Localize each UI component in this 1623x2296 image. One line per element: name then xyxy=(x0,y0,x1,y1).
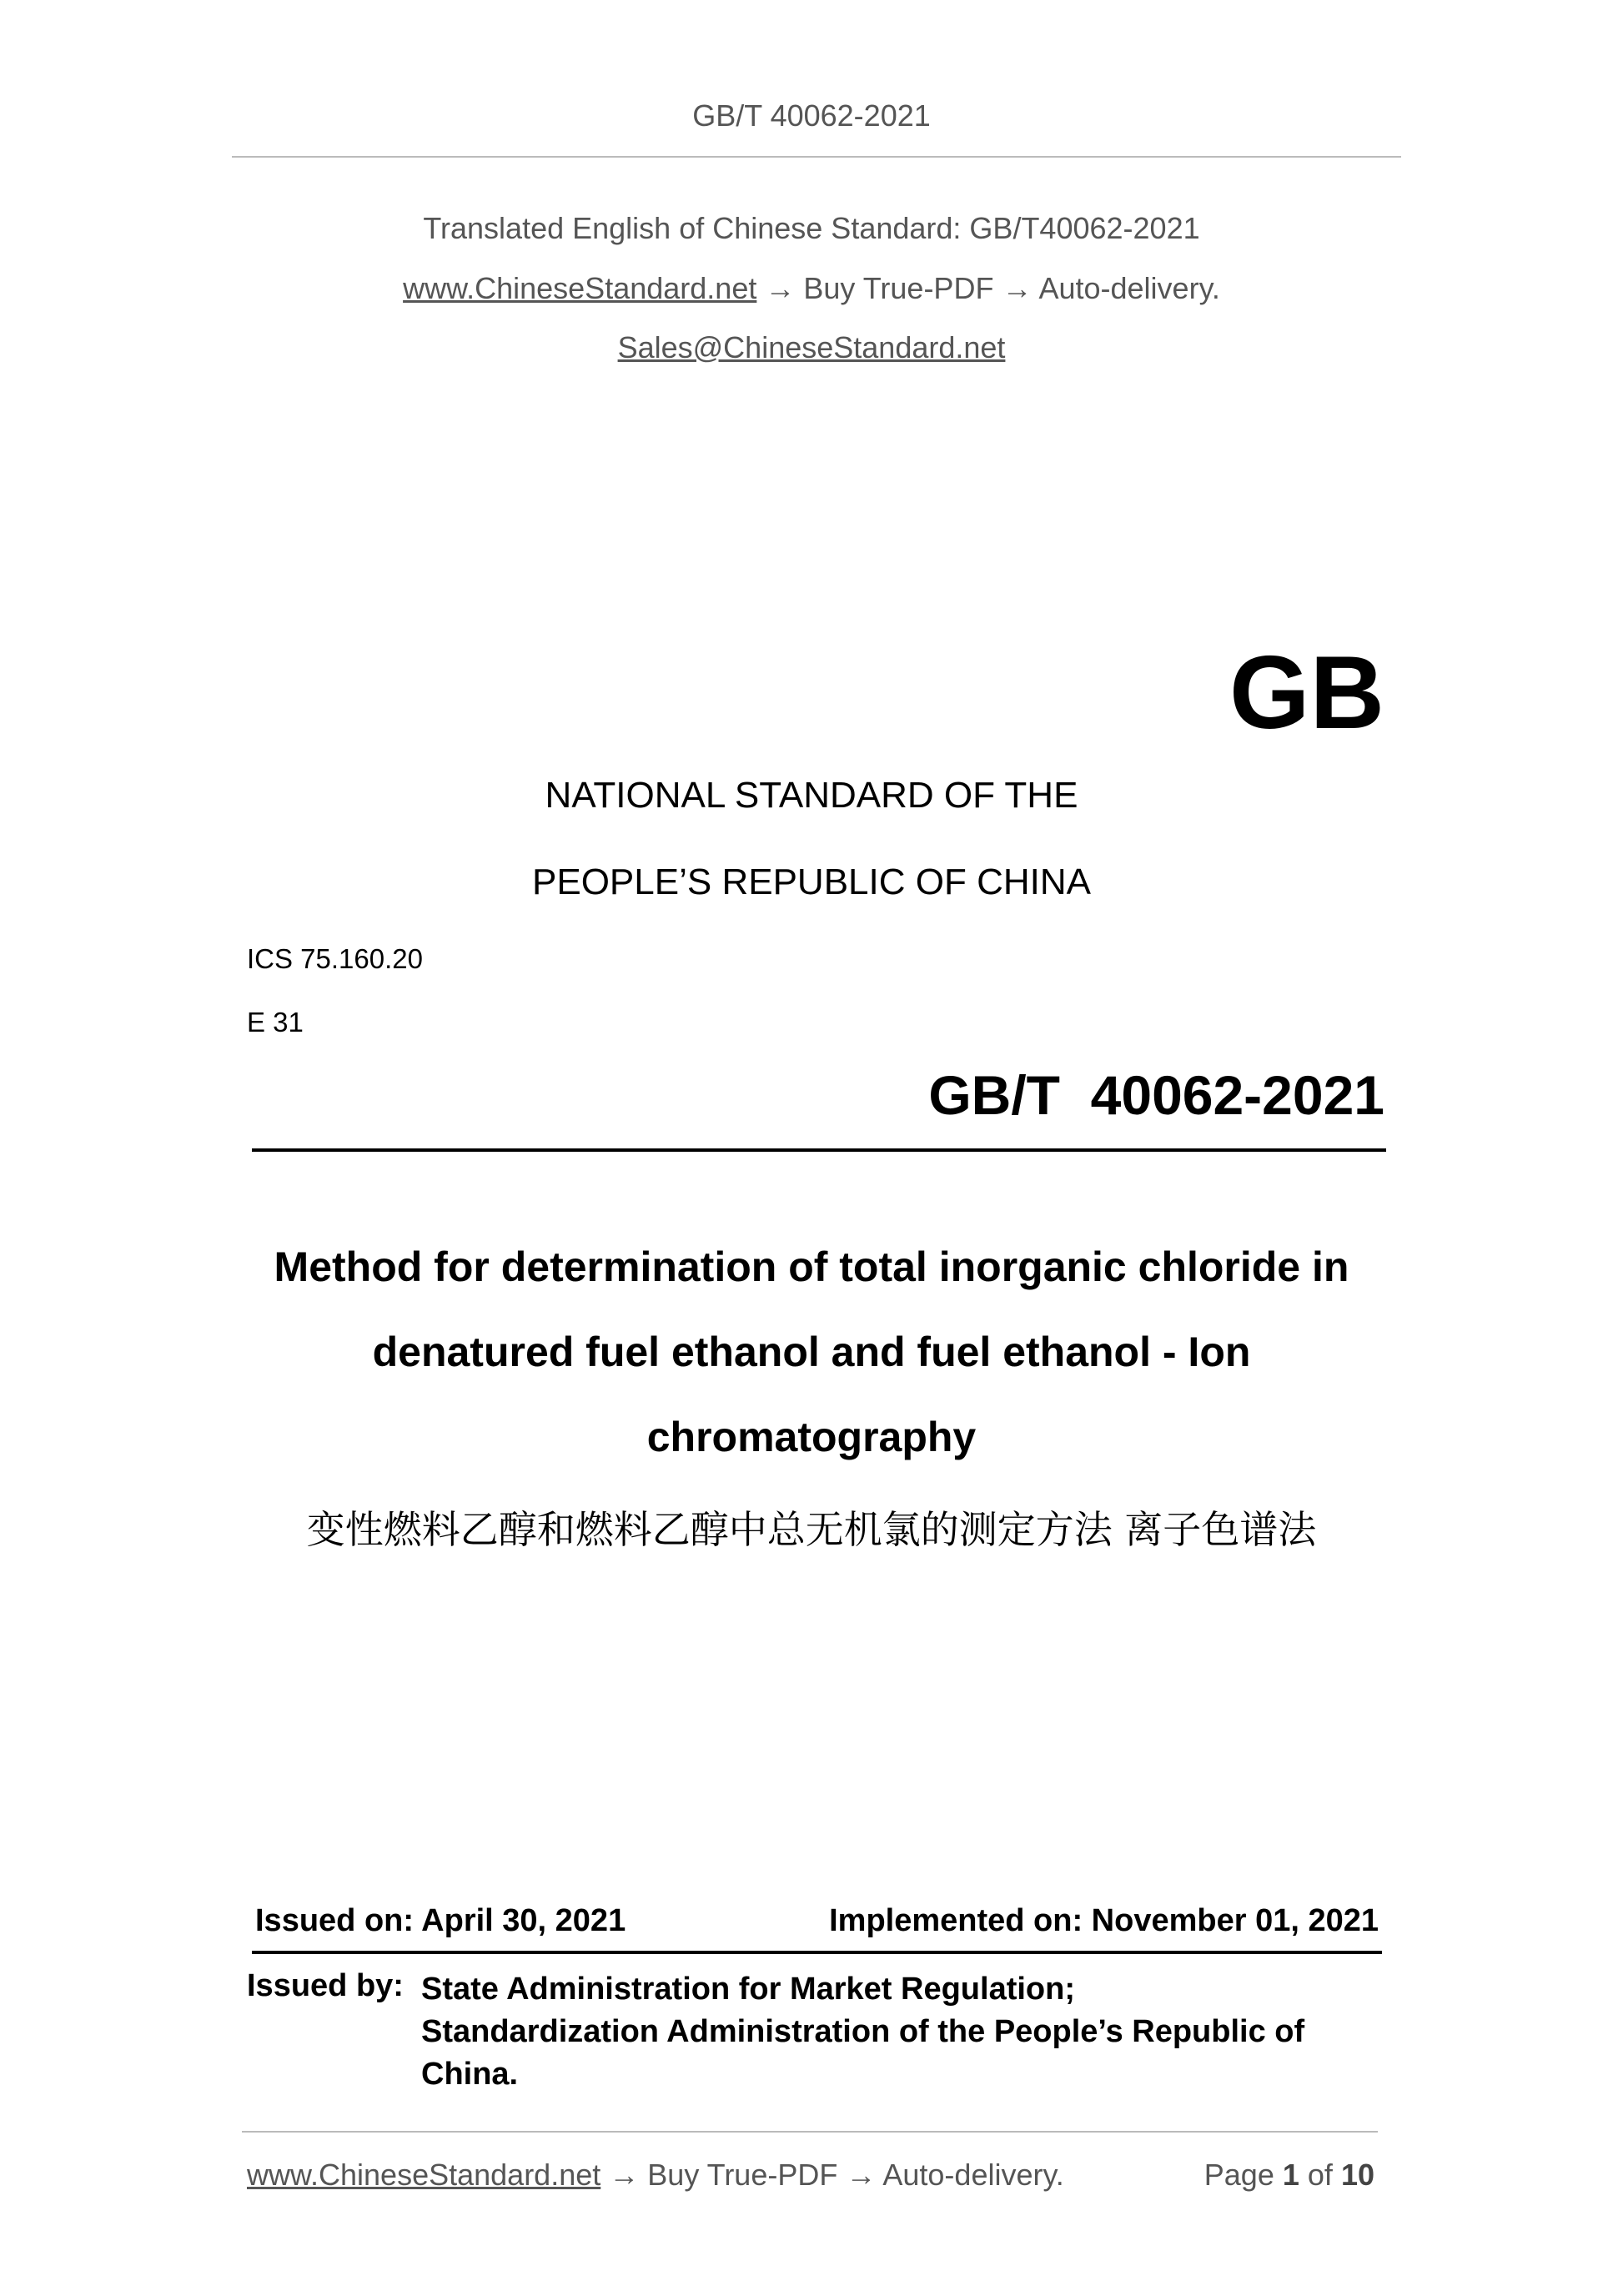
website-link[interactable]: www.ChineseStandard.net xyxy=(403,271,757,305)
page-word: Page xyxy=(1203,2158,1274,2192)
issuing-authority-3: China. xyxy=(421,2057,519,2092)
purchase-line xyxy=(0,271,1623,306)
footer-buy-true-pdf-text: Buy True-PDF xyxy=(647,2158,838,2192)
page-indicator xyxy=(1204,2158,1374,2193)
arrow-right-icon: → xyxy=(846,2158,877,2192)
arrow-right-icon: → xyxy=(609,2158,640,2192)
national-standard-line-2: PEOPLE’S REPUBLIC OF CHINA xyxy=(532,862,1091,902)
document-title-line-2: denatured fuel ethanol and fuel ethanol - Ion xyxy=(372,1329,1251,1375)
footer-website-link[interactable]: www.ChineseStandard.net xyxy=(247,2158,601,2192)
translation-note: Translated English of Chinese Standard: GB/T40062-2021 xyxy=(423,211,1200,245)
standard-number: GB/T 40062-2021 xyxy=(928,1064,1384,1126)
running-header-title: GB/T 40062-2021 xyxy=(692,98,931,133)
header-divider xyxy=(232,156,1401,158)
national-standard-line-1: NATIONAL STANDARD OF THE xyxy=(545,775,1078,816)
page-number: 1 xyxy=(1282,2158,1299,2192)
sales-email-link[interactable]: Sales@ChineseStandard.net xyxy=(617,330,1006,364)
page-total: 10 xyxy=(1340,2158,1374,2192)
chinese-title: 变性燃料乙醇和燃料乙醇中总无机氯的测定方法 离子色谱法 xyxy=(306,1507,1317,1552)
ics-code: ICS 75.160.20 xyxy=(247,943,423,974)
arrow-right-icon: → xyxy=(1002,271,1033,305)
arrow-right-icon: → xyxy=(765,271,796,305)
footer-purchase-line xyxy=(247,2158,1064,2193)
issued-on-date: Issued on: April 30, 2021 xyxy=(255,1903,626,1938)
issuing-authority-1: State Administration for Market Regulation; xyxy=(421,1972,1075,2007)
footer-auto-delivery-text: Auto-delivery. xyxy=(882,2158,1064,2192)
of-word: of xyxy=(1307,2158,1333,2192)
email-line xyxy=(0,330,1623,365)
standard-number-rule xyxy=(252,1148,1386,1152)
buy-true-pdf-text: Buy True-PDF xyxy=(803,271,994,305)
document-title-line-1: Method for determination of total inorganic chloride in xyxy=(274,1243,1349,1290)
dates-rule xyxy=(252,1951,1382,1954)
issuing-authority-2: Standardization Administration of the People’s Republic of xyxy=(421,2014,1305,2049)
footer-divider xyxy=(242,2131,1378,2133)
auto-delivery-text: Auto-delivery. xyxy=(1038,271,1220,305)
category-code: E 31 xyxy=(247,1007,304,1037)
issuing-authorities xyxy=(421,1968,1389,2096)
gb-mark: GB xyxy=(1229,636,1384,751)
document-title-line-3: chromatography xyxy=(646,1414,977,1460)
issued-by-label: Issued by: xyxy=(247,1968,404,2003)
implemented-on-date: Implemented on: November 01, 2021 xyxy=(829,1903,1379,1938)
